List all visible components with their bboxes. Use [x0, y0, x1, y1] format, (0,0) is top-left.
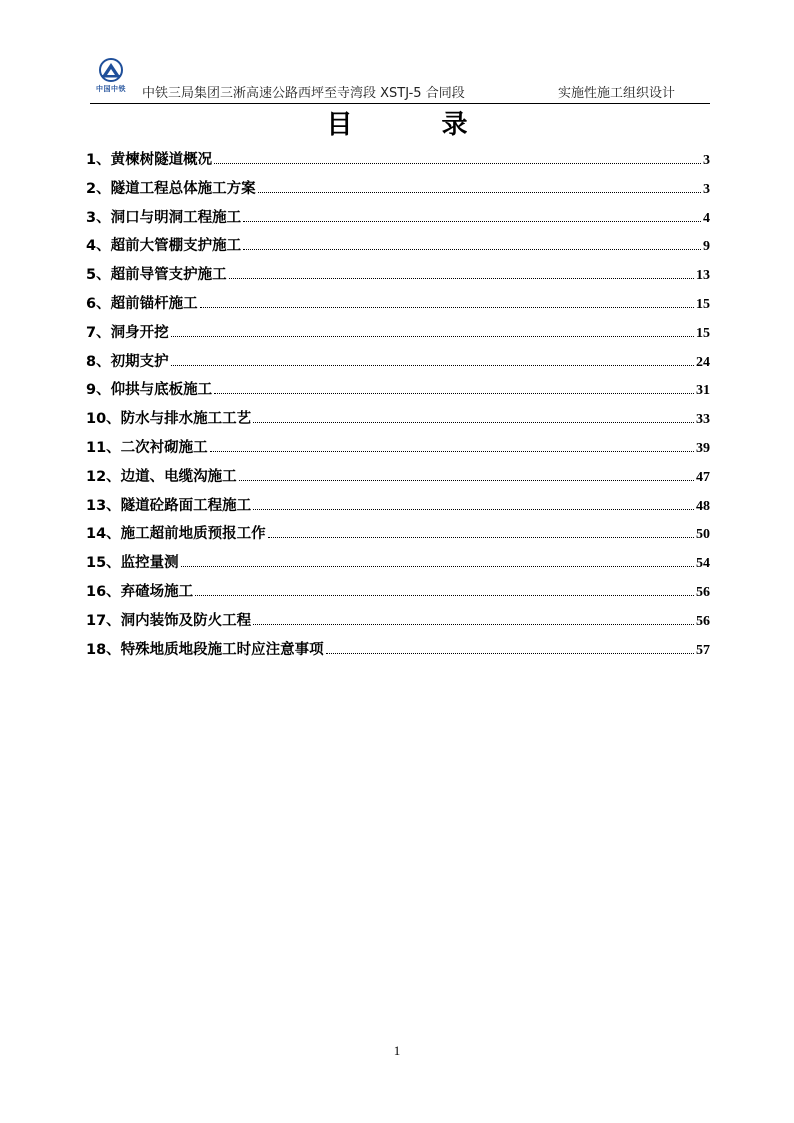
- toc-entry-page: 54: [696, 556, 710, 572]
- toc-entry-label: 2、隧道工程总体施工方案: [86, 180, 256, 197]
- toc-entry-label: 5、超前导管支护施工: [86, 267, 227, 284]
- toc-entry-page: 15: [696, 296, 710, 312]
- toc-entry-label: 1、黄楝树隧道概况: [86, 152, 213, 168]
- page-title: 目 录: [326, 110, 508, 140]
- toc-entry-label: 18、特殊地质地段施工时应注意事项: [86, 641, 324, 658]
- toc-entry-label: 6、超前锚杆施工: [86, 295, 198, 312]
- crec-logo-icon: [90, 58, 132, 86]
- page-number: 1: [393, 1043, 401, 1058]
- toc-entry[interactable]: [86, 148, 710, 177]
- toc-entry[interactable]: [86, 321, 710, 350]
- toc-entry-label: 8、初期支护: [86, 353, 169, 370]
- toc-leader-dots: [171, 365, 694, 366]
- toc-entry-page: 56: [696, 584, 710, 600]
- toc-leader-dots: [229, 278, 694, 279]
- toc-entry-label: 11、二次衬砌施工: [86, 439, 208, 456]
- toc-entry-page: 4: [703, 210, 710, 226]
- toc-entry[interactable]: [86, 378, 710, 407]
- toc-entry-label: 12、边道、电缆沟施工: [86, 468, 237, 485]
- toc-entry-page: 13: [696, 268, 710, 284]
- toc-entry[interactable]: [86, 234, 710, 263]
- toc-entry[interactable]: [86, 436, 710, 465]
- toc-entry-page: 47: [696, 469, 710, 485]
- company-logo: [90, 58, 132, 96]
- toc-entry-page: 15: [696, 325, 710, 341]
- toc-leader-dots: [239, 480, 694, 481]
- toc-leader-dots: [326, 653, 694, 654]
- toc-leader-dots: [210, 451, 694, 452]
- toc-entry[interactable]: [86, 638, 710, 667]
- toc-entry-label: 10、防水与排水施工工艺: [86, 411, 252, 428]
- toc-entry-label: 3、洞口与明洞工程施工: [86, 209, 242, 226]
- toc-entry-page: 33: [696, 412, 710, 428]
- table-of-contents: [86, 148, 710, 666]
- toc-entry-label: 9、仰拱与底板施工: [86, 382, 213, 399]
- toc-entry-label: 7、洞身开挖: [86, 324, 169, 341]
- logo-text: 中国中铁: [96, 85, 126, 93]
- header-document-type: 实施性施工组织设计: [558, 86, 676, 101]
- toc-entry[interactable]: [86, 263, 710, 292]
- toc-leader-dots: [171, 336, 694, 337]
- toc-entry[interactable]: [86, 609, 710, 638]
- toc-leader-dots: [200, 307, 694, 308]
- toc-entry-page: 57: [696, 642, 710, 658]
- header-project-name: 中铁三局集团三淅高速公路西坪至寺湾段 XSTJ-5 合同段: [142, 86, 465, 101]
- toc-entry-page: 3: [703, 153, 710, 168]
- toc-entry[interactable]: [86, 522, 710, 551]
- toc-entry-page: 9: [703, 239, 710, 255]
- toc-entry-page: 50: [696, 527, 710, 543]
- toc-leader-dots: [243, 249, 701, 250]
- toc-entry-page: 48: [696, 498, 710, 514]
- toc-entry[interactable]: [86, 350, 710, 379]
- toc-leader-dots: [253, 624, 694, 625]
- toc-leader-dots: [181, 566, 694, 567]
- toc-entry[interactable]: [86, 551, 710, 580]
- toc-entry-label: 15、监控量测: [86, 555, 179, 572]
- toc-entry[interactable]: [86, 292, 710, 321]
- toc-leader-dots: [253, 509, 694, 510]
- toc-leader-dots: [214, 163, 701, 164]
- toc-leader-dots: [195, 595, 694, 596]
- toc-entry-label: 14、施工超前地质预报工作: [86, 526, 266, 543]
- toc-entry-page: 39: [696, 440, 710, 456]
- toc-entry-label: 13、隧道砼路面工程施工: [86, 497, 252, 514]
- toc-leader-dots: [253, 422, 694, 423]
- toc-entry[interactable]: [86, 407, 710, 436]
- toc-leader-dots: [214, 393, 694, 394]
- toc-entry-page: 56: [696, 613, 710, 629]
- toc-entry-page: 3: [703, 181, 710, 197]
- toc-entry-label: 4、超前大管棚支护施工: [86, 238, 242, 255]
- toc-leader-dots: [243, 221, 701, 222]
- toc-entry[interactable]: [86, 206, 710, 235]
- toc-entry[interactable]: [86, 177, 710, 206]
- toc-entry[interactable]: [86, 465, 710, 494]
- toc-entry-page: 31: [696, 383, 710, 399]
- toc-entry-label: 17、洞内装饰及防火工程: [86, 612, 252, 629]
- toc-entry[interactable]: [86, 580, 710, 609]
- page-header: [90, 58, 710, 104]
- toc-leader-dots: [268, 537, 694, 538]
- toc-entry-page: 24: [696, 354, 710, 370]
- toc-leader-dots: [258, 192, 701, 193]
- toc-entry-label: 16、弃碴场施工: [86, 583, 194, 600]
- toc-entry[interactable]: [86, 494, 710, 523]
